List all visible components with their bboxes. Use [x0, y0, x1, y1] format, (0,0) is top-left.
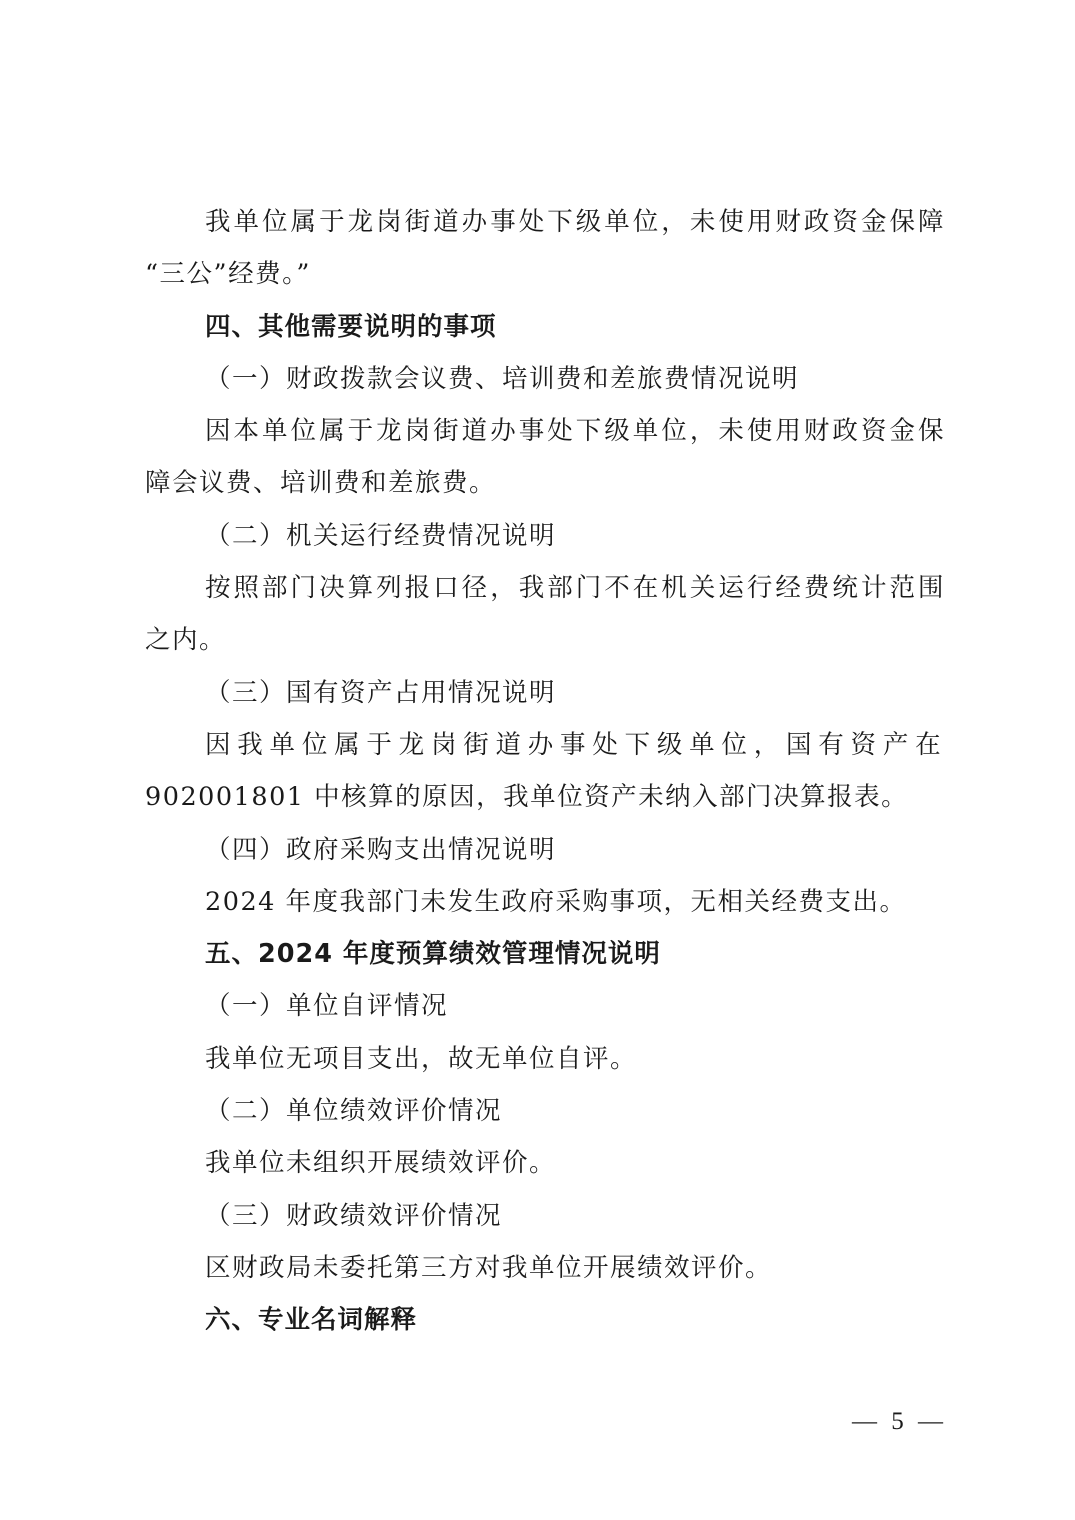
paragraph-line: 因本单位属于龙岗街道办事处下级单位，未使用财政资金保: [205, 416, 945, 447]
paragraph-line: 我单位未组织开展绩效评价。: [205, 1148, 557, 1179]
paragraph-line: 按照部门决算列报口径，我部门不在机关运行经费统计范围: [205, 573, 945, 604]
subsection-heading: （三）国有资产占用情况说明: [205, 677, 557, 708]
paragraph-line: 障会议费、培训费和差旅费。: [145, 468, 497, 499]
paragraph-line: 因我单位属于龙岗街道办事处下级单位，国有资产在: [205, 729, 945, 760]
subsection-heading: （四）政府采购支出情况说明: [205, 834, 557, 865]
document-body: [145, 196, 945, 1347]
paragraph-line: 之内。: [145, 625, 227, 656]
subsection-heading: （二）机关运行经费情况说明: [205, 520, 557, 551]
section-heading: 六、专业名词解释: [205, 1305, 418, 1336]
subsection-heading: （一）财政拨款会议费、培训费和差旅费情况说明: [205, 363, 800, 394]
paragraph-line: 我单位属于龙岗街道办事处下级单位，未使用财政资金保障: [205, 207, 945, 237]
paragraph-line: 我单位无项目支出，故无单位自评。: [205, 1043, 638, 1074]
section-heading: 五、2024 年度预算绩效管理情况说明: [205, 939, 661, 970]
subsection-heading: （一）单位自评情况: [205, 991, 449, 1022]
page-number: — 5 —: [852, 1408, 947, 1435]
paragraph-line: 区财政局未委托第三方对我单位开展绩效评价。: [205, 1252, 773, 1283]
paragraph-line: 902001801 中核算的原因，我单位资产未纳入部门决算报表。: [145, 782, 909, 813]
paragraph-line: 2024 年度我部门未发生政府采购事项，无相关经费支出。: [205, 886, 907, 917]
subsection-heading: （二）单位绩效评价情况: [205, 1096, 503, 1127]
section-heading: 四、其他需要说明的事项: [205, 311, 497, 342]
subsection-heading: （三）财政绩效评价情况: [205, 1200, 503, 1231]
paragraph-line: “三公”经费。”: [145, 259, 311, 290]
